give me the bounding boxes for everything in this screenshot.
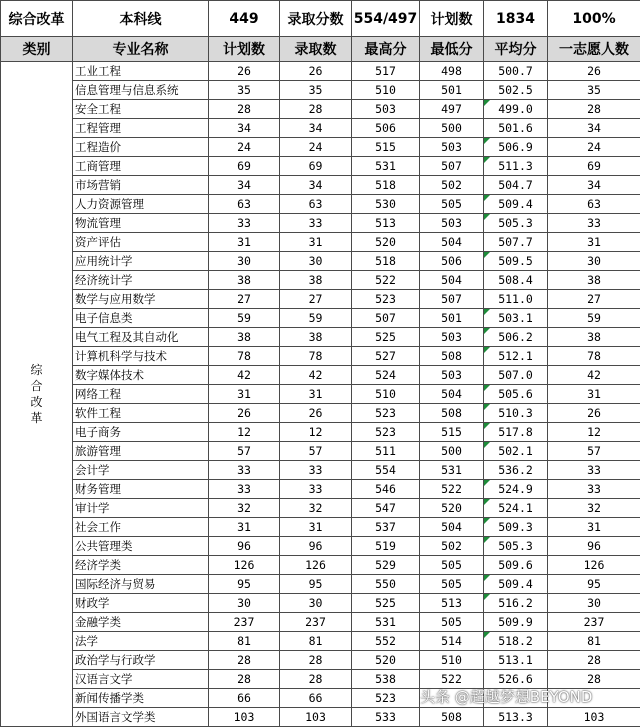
plan-count: 30: [209, 252, 280, 271]
plan-count: 38: [209, 271, 280, 290]
plan-count: 63: [209, 195, 280, 214]
admitted-count: 35: [280, 81, 352, 100]
first-choice-count: 42: [548, 366, 640, 385]
plan-count: 28: [209, 651, 280, 670]
major-name: 资产评估: [73, 233, 209, 252]
major-name: 国际经济与贸易: [73, 575, 209, 594]
avg-score: 506.9: [484, 138, 548, 157]
first-choice-count: 26: [548, 404, 640, 423]
avg-score: 536.2: [484, 461, 548, 480]
first-choice-count: 28: [548, 670, 640, 689]
admitted-count: 31: [280, 385, 352, 404]
major-name: 工商管理: [73, 157, 209, 176]
plan-count: 57: [209, 442, 280, 461]
summary-row: [1, 1, 640, 37]
min-score: 504: [420, 385, 484, 404]
major-name: 工业工程: [73, 62, 209, 81]
max-score: 525: [352, 594, 420, 613]
plan-count: 31: [209, 385, 280, 404]
min-score: 510: [420, 651, 484, 670]
plan-count: 69: [209, 157, 280, 176]
major-name: 新闻传播学类: [73, 689, 209, 708]
header-major: 专业名称: [73, 37, 209, 62]
plan-count: 33: [209, 461, 280, 480]
max-score: 554: [352, 461, 420, 480]
plan-count: 96: [209, 537, 280, 556]
table-row: [1, 328, 640, 347]
plan-count: 28: [209, 100, 280, 119]
max-score: 503: [352, 100, 420, 119]
min-score: 500: [420, 442, 484, 461]
max-score: 533: [352, 708, 420, 727]
first-choice-count: 69: [548, 157, 640, 176]
min-score: 503: [420, 328, 484, 347]
first-choice-count: 34: [548, 176, 640, 195]
major-name: 数字媒体技术: [73, 366, 209, 385]
avg-score: 524.9: [484, 480, 548, 499]
avg-score: 500.7: [484, 62, 548, 81]
admitted-count: 69: [280, 157, 352, 176]
min-score: 508: [420, 347, 484, 366]
min-score: 502: [420, 176, 484, 195]
admitted-count: 34: [280, 119, 352, 138]
major-name: 网络工程: [73, 385, 209, 404]
plan-count: 34: [209, 176, 280, 195]
admitted-count: 28: [280, 100, 352, 119]
admitted-count: 59: [280, 309, 352, 328]
plan-count: 59: [209, 309, 280, 328]
plan-count: 26: [209, 404, 280, 423]
table-row: [1, 575, 640, 594]
plan-count: 35: [209, 81, 280, 100]
major-name: 信息管理与信息系统: [73, 81, 209, 100]
avg-score: 509.3: [484, 518, 548, 537]
admitted-count: 96: [280, 537, 352, 556]
table-row: [1, 233, 640, 252]
first-choice-count: 32: [548, 499, 640, 518]
table-row: [1, 613, 640, 632]
first-choice-count: 27: [548, 290, 640, 309]
first-choice-count: 34: [548, 119, 640, 138]
avg-score: 505.6: [484, 385, 548, 404]
max-score: 522: [352, 271, 420, 290]
table-row: [1, 347, 640, 366]
avg-score: 502.1: [484, 442, 548, 461]
first-choice-count: 57: [548, 442, 640, 461]
major-name: 市场营销: [73, 176, 209, 195]
admitted-count: 42: [280, 366, 352, 385]
table-row: [1, 632, 640, 651]
avg-score: 503.1: [484, 309, 548, 328]
admitted-count: 33: [280, 214, 352, 233]
major-name: 应用统计学: [73, 252, 209, 271]
admitted-count: 33: [280, 480, 352, 499]
admitted-count: 81: [280, 632, 352, 651]
avg-score: 509.4: [484, 195, 548, 214]
plan-count: 78: [209, 347, 280, 366]
table-row: [1, 252, 640, 271]
admitted-count: 27: [280, 290, 352, 309]
min-score: 498: [420, 62, 484, 81]
admission-score-label: 录取分数: [280, 1, 352, 37]
first-choice-count: 30: [548, 594, 640, 613]
avg-score: 516.2: [484, 594, 548, 613]
table-row: [1, 62, 640, 81]
max-score: 523: [352, 290, 420, 309]
min-score: 508: [420, 404, 484, 423]
fill-rate-value-text: 100%: [548, 11, 640, 27]
plan-value: 1834: [484, 1, 548, 37]
admitted-count: 33: [280, 461, 352, 480]
first-choice-count: 59: [548, 309, 640, 328]
min-score: 502: [420, 537, 484, 556]
avg-score: 507.7: [484, 233, 548, 252]
plan-count: 30: [209, 594, 280, 613]
avg-score: 509.4: [484, 575, 548, 594]
header-category: 类别: [1, 37, 73, 62]
plan-count: 34: [209, 119, 280, 138]
admitted-count: 38: [280, 328, 352, 347]
major-name: 软件工程: [73, 404, 209, 423]
avg-score: 507.0: [484, 366, 548, 385]
admitted-count: 26: [280, 62, 352, 81]
max-score: 552: [352, 632, 420, 651]
first-choice-count: 126: [548, 556, 640, 575]
major-name: 安全工程: [73, 100, 209, 119]
avg-score: 517.8: [484, 423, 548, 442]
plan-count: 28: [209, 670, 280, 689]
plan-count: 126: [209, 556, 280, 575]
first-choice-count: 33: [548, 461, 640, 480]
table-row: [1, 461, 640, 480]
major-name: 财务管理: [73, 480, 209, 499]
min-score: 507: [420, 157, 484, 176]
avg-score: 505.3: [484, 214, 548, 233]
max-score: 510: [352, 385, 420, 404]
min-score: 508: [420, 708, 484, 727]
min-score: 503: [420, 214, 484, 233]
min-score: 522: [420, 480, 484, 499]
first-choice-count: 31: [548, 385, 640, 404]
plan-count: 32: [209, 499, 280, 518]
admitted-count: 63: [280, 195, 352, 214]
admitted-count: 38: [280, 271, 352, 290]
category-text: 综合改革: [30, 362, 44, 426]
watermark: 头条 @超越梦想BEYOND: [420, 686, 592, 707]
major-name: 汉语言文学: [73, 670, 209, 689]
max-score: 524: [352, 366, 420, 385]
first-choice-count: 31: [548, 233, 640, 252]
plan-count: 95: [209, 575, 280, 594]
major-name: 人力资源管理: [73, 195, 209, 214]
min-score: 505: [420, 575, 484, 594]
max-score: 547: [352, 499, 420, 518]
header-row: [1, 37, 640, 62]
major-name: 电气工程及其自动化: [73, 328, 209, 347]
avg-score: 508.4: [484, 271, 548, 290]
min-score: 505: [420, 613, 484, 632]
major-name: 金融学类: [73, 613, 209, 632]
max-score: 546: [352, 480, 420, 499]
admitted-count: 103: [280, 708, 352, 727]
admitted-count: 34: [280, 176, 352, 195]
min-score: 503: [420, 138, 484, 157]
first-choice-count: 103: [548, 708, 640, 727]
table-row: [1, 176, 640, 195]
table-row: [1, 81, 640, 100]
plan-count: 24: [209, 138, 280, 157]
header-first-choice: 一志愿人数: [548, 37, 640, 62]
table-row: [1, 499, 640, 518]
admitted-count: 78: [280, 347, 352, 366]
max-score: 525: [352, 328, 420, 347]
table-row: [1, 100, 640, 119]
avg-score: 510.3: [484, 404, 548, 423]
major-name: 计算机科学与技术: [73, 347, 209, 366]
min-score: 505: [420, 195, 484, 214]
first-choice-count: 24: [548, 138, 640, 157]
avg-score: 524.1: [484, 499, 548, 518]
major-name: 物流管理: [73, 214, 209, 233]
avg-score: 509.5: [484, 252, 548, 271]
avg-score: 509.9: [484, 613, 548, 632]
first-choice-count: 28: [548, 100, 640, 119]
min-score: 501: [420, 81, 484, 100]
max-score: 550: [352, 575, 420, 594]
max-score: 511: [352, 442, 420, 461]
major-name: 会计学: [73, 461, 209, 480]
table-row: [1, 271, 640, 290]
avg-score: 511.0: [484, 290, 548, 309]
table-body: [1, 62, 640, 727]
table-row: [1, 366, 640, 385]
major-name: 外国语言文学类: [73, 708, 209, 727]
table-row: [1, 480, 640, 499]
min-score: 504: [420, 518, 484, 537]
min-score: 514: [420, 632, 484, 651]
min-score: 503: [420, 366, 484, 385]
min-score: 504: [420, 271, 484, 290]
major-name: 审计学: [73, 499, 209, 518]
table-row: [1, 138, 640, 157]
min-score: 504: [420, 233, 484, 252]
plan-count: 26: [209, 62, 280, 81]
major-name: 经济统计学: [73, 271, 209, 290]
min-score: 505: [420, 556, 484, 575]
summary-category: 综合改革: [1, 1, 73, 37]
max-score: 506: [352, 119, 420, 138]
max-score: 517: [352, 62, 420, 81]
admitted-count: 237: [280, 613, 352, 632]
table-row: [1, 651, 640, 670]
major-name: 经济学类: [73, 556, 209, 575]
first-choice-count: 35: [548, 81, 640, 100]
plan-label: 计划数: [420, 1, 484, 37]
major-name: 工程造价: [73, 138, 209, 157]
admitted-count: 26: [280, 404, 352, 423]
table-row: [1, 157, 640, 176]
major-name: 法学: [73, 632, 209, 651]
max-score: 523: [352, 404, 420, 423]
admitted-count: 66: [280, 689, 352, 708]
plan-count: 27: [209, 290, 280, 309]
admitted-count: 95: [280, 575, 352, 594]
avg-score: 505.3: [484, 537, 548, 556]
first-choice-count: 78: [548, 347, 640, 366]
max-score: 513: [352, 214, 420, 233]
max-score: 530: [352, 195, 420, 214]
avg-score: 518.2: [484, 632, 548, 651]
table-row: [1, 214, 640, 233]
batch-label: 本科线: [73, 1, 209, 37]
major-name: 财政学: [73, 594, 209, 613]
plan-count: 38: [209, 328, 280, 347]
header-avg: 平均分: [484, 37, 548, 62]
fill-rate-label: [548, 1, 640, 37]
avg-score: 526.6: [484, 670, 548, 689]
major-name: 电子信息类: [73, 309, 209, 328]
first-choice-count: 12: [548, 423, 640, 442]
admitted-count: 30: [280, 252, 352, 271]
min-score: 501: [420, 309, 484, 328]
avg-score: 513.3: [484, 708, 548, 727]
admission-score-value: 554/497: [352, 1, 420, 37]
max-score: 537: [352, 518, 420, 537]
first-choice-count: 33: [548, 480, 640, 499]
major-name: 工程管理: [73, 119, 209, 138]
category-cell: [1, 62, 73, 727]
plan-count: 42: [209, 366, 280, 385]
first-choice-count: 81: [548, 632, 640, 651]
plan-count: 31: [209, 233, 280, 252]
avg-score: 506.2: [484, 328, 548, 347]
admitted-count: 24: [280, 138, 352, 157]
table-row: [1, 537, 640, 556]
table-row: [1, 423, 640, 442]
max-score: 507: [352, 309, 420, 328]
max-score: 523: [352, 689, 420, 708]
header-min: 最低分: [420, 37, 484, 62]
plan-count: 81: [209, 632, 280, 651]
table-row: [1, 518, 640, 537]
plan-count: 237: [209, 613, 280, 632]
avg-score: 512.1: [484, 347, 548, 366]
table-row: [1, 594, 640, 613]
max-score: 519: [352, 537, 420, 556]
first-choice-count: 28: [548, 651, 640, 670]
max-score: 531: [352, 613, 420, 632]
min-score: 507: [420, 290, 484, 309]
avg-score: 499.0: [484, 100, 548, 119]
first-choice-count: 237: [548, 613, 640, 632]
min-score: 497: [420, 100, 484, 119]
table-row: [1, 290, 640, 309]
admitted-count: 28: [280, 651, 352, 670]
major-name: 社会工作: [73, 518, 209, 537]
table-row: [1, 309, 640, 328]
first-choice-count: 38: [548, 328, 640, 347]
plan-count: 31: [209, 518, 280, 537]
major-name: 旅游管理: [73, 442, 209, 461]
avg-score: 513.1: [484, 651, 548, 670]
first-choice-count: 96: [548, 537, 640, 556]
max-score: 510: [352, 81, 420, 100]
min-score: 500: [420, 119, 484, 138]
table-row: [1, 404, 640, 423]
table-row: [1, 385, 640, 404]
avg-score: 504.7: [484, 176, 548, 195]
max-score: 515: [352, 138, 420, 157]
max-score: 518: [352, 252, 420, 271]
max-score: 518: [352, 176, 420, 195]
admitted-count: 30: [280, 594, 352, 613]
header-admitted: 录取数: [280, 37, 352, 62]
plan-count: 33: [209, 214, 280, 233]
min-score: 522: [420, 670, 484, 689]
first-choice-count: 63: [548, 195, 640, 214]
admitted-count: 28: [280, 670, 352, 689]
plan-count: 12: [209, 423, 280, 442]
major-name: 政治学与行政学: [73, 651, 209, 670]
max-score: 538: [352, 670, 420, 689]
avg-score: 501.6: [484, 119, 548, 138]
admitted-count: 31: [280, 233, 352, 252]
max-score: 523: [352, 423, 420, 442]
avg-score: 502.5: [484, 81, 548, 100]
min-score: 506: [420, 252, 484, 271]
max-score: 531: [352, 157, 420, 176]
admitted-count: 12: [280, 423, 352, 442]
first-choice-count: 26: [548, 62, 640, 81]
first-choice-count: 33: [548, 214, 640, 233]
max-score: 529: [352, 556, 420, 575]
first-choice-count: 30: [548, 252, 640, 271]
min-score: 513: [420, 594, 484, 613]
first-choice-count: 38: [548, 271, 640, 290]
plan-count: 66: [209, 689, 280, 708]
min-score: 515: [420, 423, 484, 442]
admitted-count: 57: [280, 442, 352, 461]
first-choice-count: 31: [548, 518, 640, 537]
admitted-count: 31: [280, 518, 352, 537]
plan-count: 103: [209, 708, 280, 727]
table-row: [1, 195, 640, 214]
header-max: 最高分: [352, 37, 420, 62]
plan-count: 33: [209, 480, 280, 499]
min-score: 531: [420, 461, 484, 480]
table-row: [1, 119, 640, 138]
major-name: 数学与应用数学: [73, 290, 209, 309]
table-row: [1, 556, 640, 575]
first-choice-count: 95: [548, 575, 640, 594]
table-row: [1, 442, 640, 461]
max-score: 527: [352, 347, 420, 366]
max-score: 520: [352, 233, 420, 252]
avg-score: 509.6: [484, 556, 548, 575]
min-score: 520: [420, 499, 484, 518]
admitted-count: 126: [280, 556, 352, 575]
max-score: 520: [352, 651, 420, 670]
batch-score: 449: [209, 1, 280, 37]
major-name: 公共管理类: [73, 537, 209, 556]
admitted-count: 32: [280, 499, 352, 518]
avg-score: 511.3: [484, 157, 548, 176]
header-plan: 计划数: [209, 37, 280, 62]
major-name: 电子商务: [73, 423, 209, 442]
